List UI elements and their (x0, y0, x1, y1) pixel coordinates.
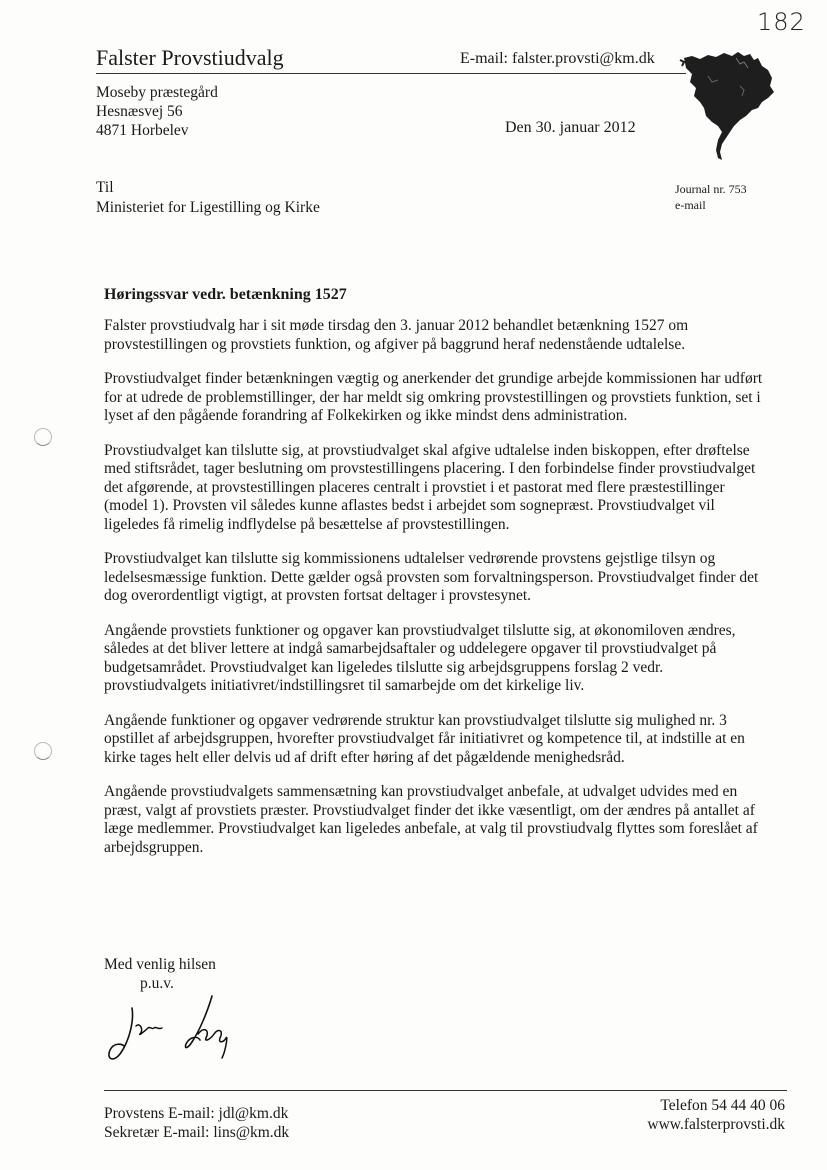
journal-block (675, 181, 747, 213)
footer-contact-right (590, 1096, 785, 1134)
page-number: 182 (757, 8, 806, 36)
journal-channel: e-mail (675, 198, 706, 212)
punch-hole-mark (34, 428, 52, 446)
footer-rule (104, 1090, 787, 1091)
header-rule (96, 73, 686, 74)
address-line: 4871 Horbelev (96, 122, 189, 139)
body-paragraph: Angående provstiets funktioner og opgaver kan provstiudvalget tilslutte sig, at økonomiloven ændres, således at det bliver lettere at indgå samarbejdsaftaler og uddelegere opgaver til provstiudvalget på budgetsamrådet. Provstiudvalget kan ligeledes tilslutte sig arbejdsgruppens forslag 2 vedr. provstiudvalgets initiativret/indstillingsret til samarbejde om det kirkelige liv. (104, 621, 736, 694)
body-paragraph: Falster provstiudvalg har i sit møde tirsdag den 3. januar 2012 behandlet betænkning 1527 om provstestillingen og provstiets funktion, og afgiver på baggrund heraf nedenstående udtalelse. (104, 317, 689, 353)
address-line: Moseby præstegård (96, 84, 218, 101)
letter-subject: Høringssvar vedr. betænkning 1527 (104, 286, 347, 303)
footer-contacts (104, 1104, 289, 1142)
body-paragraph: Angående funktioner og opgaver vedrørende struktur kan provstiudvalget tilslutte sig mulighed nr. 3 opstillet af arbejdsgruppen, hvorefter provstiudvalget får initiativret og kompetence til, at indstille at en kirke tages helt eller delvis ud af drift efter høring af det pågældende menighedsråd. (104, 711, 745, 766)
provst-email: Provstens E-mail: jdl@km.dk (104, 1105, 289, 1122)
letter-body (104, 317, 764, 873)
website-link[interactable]: www.falsterprovsti.dk (647, 1116, 785, 1133)
recipient-block (96, 178, 320, 218)
falster-island-map-icon (678, 46, 778, 164)
handwritten-signature (100, 990, 250, 1070)
body-paragraph: Angående provstiudvalgets sammensætning kan provstiudvalget anbefale, at udvalget udvides med en præst, valgt af provstiets præster. Provstiudvalget finder det ikke væsentligt, om der ændres på antallet af læge medlemmer. Provstiudvalget kan ligeledes anbefale, at valg til provstiudvalg flyttes som foreslået af arbejdsgruppen. (104, 783, 758, 856)
recipient-line: Til (96, 179, 114, 196)
phone-number: Telefon 54 44 40 06 (660, 1097, 785, 1114)
punch-hole-mark (34, 742, 52, 760)
sender-address (96, 83, 218, 140)
closing-salutation: Med venlig hilsen (104, 956, 216, 973)
org-name: Falster Provstiudvalg (96, 45, 284, 70)
journal-number: Journal nr. 753 (675, 182, 747, 196)
org-email: E-mail: falster.provsti@km.dk (460, 50, 655, 67)
secretary-email: Sekretær E-mail: lins@km.dk (104, 1124, 290, 1141)
recipient-line: Ministeriet for Ligestilling og Kirke (96, 199, 320, 216)
address-line: Hesnæsvej 56 (96, 103, 183, 120)
body-paragraph: Provstiudvalget kan tilslutte sig, at provstiudvalget skal afgive udtalelse inden biskoppen, efter drøftelse med stiftsrådet, tager beslutning om provstestillingens placering. I den forbindelse finder provstiudvalget det afgørende, at provstestillingen placeres centralt i provstiet i et pastorat med flere præstestillinger (model 1). Provsten vil således kunne aflastes bedst i arbejdet som sognepræst. Provstiudvalget vil ligeledes få rimelig indflydelse på besættelse af provstestillingen. (104, 441, 756, 533)
letter-date: Den 30. januar 2012 (505, 119, 636, 136)
body-paragraph: Provstiudvalget finder betænkningen vægtig og anerkender det grundige arbejde kommissionen har udført for at udrede de problemstillinger, der har meldt sig omkring provstestillingen og provstiets funktion, set i lyset af den pågående forandring af Folkekirken og ikke mindst dens administration. (104, 370, 763, 424)
body-paragraph: Provstiudvalget kan tilslutte sig kommissionens udtalelser vedrørende provstens gejstlige tilsyn og ledelsesmæssige funktion. Dette gælder også provsten som forvaltningsperson. Provstiudvalget finder det dog overordentligt vigtigt, at provsten fortsat deltager i provstesynet. (104, 550, 759, 604)
puv-note: p.u.v. (140, 975, 174, 992)
